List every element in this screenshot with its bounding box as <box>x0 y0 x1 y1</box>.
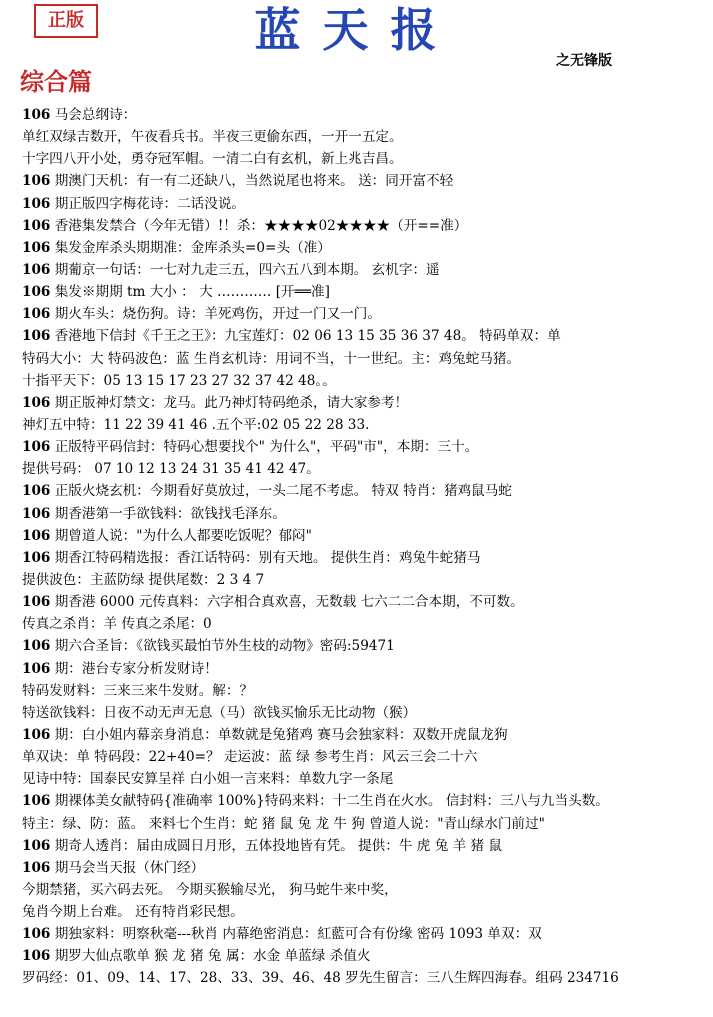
text-line: 特送欲钱料：日夜不动无声无息（马）欲钱买愉乐无比动物（猴） <box>22 704 417 721</box>
text-line: 十字四八开小处，勇夺冠军帽。一清二白有玄机，新上兆吉昌。 <box>22 151 403 168</box>
text-line: 提供波色：主蓝防绿 提供尾数：2 3 4 7 <box>22 571 265 588</box>
text-line: 106 香港地下信封《千王之王》：九宝莲灯：02 06 13 15 35 36 37 48。 特码单双：单 <box>22 328 561 345</box>
text-line: 特码发财料：三来三来牛发财。解：？ <box>22 682 254 699</box>
page-title: 蓝天报 <box>254 3 459 57</box>
text-line: 106 香港集发禁合（今年无错）!！杀：★★★★02★★★★（开==准） <box>22 217 468 234</box>
text-line: 见诗中特：国泰民安算呈祥 白小姐一言来料：单数九字一条尾 <box>22 771 394 788</box>
text-line: 106 期：港台专家分析发财诗！ <box>22 660 218 677</box>
article-body <box>22 104 712 990</box>
text-line: 106 期：白小姐内幕亲身消息：单数就是兔猪鸡 赛马会独家料：双数开虎鼠龙狗 <box>22 726 508 743</box>
text-line: 十指平天下：05 13 15 17 23 27 32 37 42 48。。 <box>22 372 336 389</box>
edition-label: 之无锋版 <box>556 53 612 69</box>
text-line: 神灯五中特：11 22 39 41 46 .五个平:02 05 22 28 33. <box>22 416 370 433</box>
text-line: 106 正版特平码信封：特码心想要找个" 为什么"，平码"市"，本期：三十。 <box>22 439 479 456</box>
text-line: 106 集发金库杀头期期准：金库杀头=0=头（准） <box>22 239 331 256</box>
text-line: 传真之杀肖：羊 传真之杀尾：0 <box>22 616 212 633</box>
text-line: 罗码经：01、09、14、17、28、33、39、46、48 罗先生留言：三八生辉四海春。组码 234716 <box>22 970 619 987</box>
text-line: 106 集发※期期 tm 大小 ： 大 ………… [开══准] <box>22 284 330 301</box>
text-line: 106 期葡京一句话：一七对九走三五，四六五八到本期。 玄机字：遥 <box>22 261 440 278</box>
text-line: 106 期火车头：烧伤狗。诗：羊死鸡伤，开过一门又一门。 <box>22 306 381 323</box>
section-heading: 综合篇 <box>20 68 92 96</box>
text-line: 特主：绿、防：蓝。 来料七个生肖：蛇 猪 鼠 兔 龙 牛 狗 曾道人说："青山绿水门前过" <box>22 815 545 832</box>
text-line: 106 期正版神灯禁文：龙马。此乃神灯特码绝杀，请大家参考！ <box>22 394 409 411</box>
text-line: 106 期罗大仙点歌单 猴 龙 猪 兔 属：水金 单蓝绿 杀值火 <box>22 948 371 965</box>
text-line: 106 期奇人透肖：届由成圆日月形，五体投地皆有凭。 提供：牛 虎 兔 羊 猪 鼠 <box>22 837 503 854</box>
text-line: 今期禁猪，买六码去死。 今期买猴输尽光， 狗马蛇牛来中奖， <box>22 881 398 898</box>
authentic-badge: 正版 <box>34 4 98 38</box>
text-line: 106 马会总纲诗： <box>22 107 137 123</box>
text-line: 106 期正版四字梅花诗：二话没说。 <box>22 195 246 212</box>
text-line: 提供号码： 07 10 12 13 24 31 35 41 42 47。 <box>22 461 320 478</box>
text-line: 106 期裸体美女献特码{准确率 100%}特码来料：十二生肖在火水。 信封料：三八与九当头数。 <box>22 793 609 810</box>
text-line: 106 期曾道人说："为什么人都要吃饭呢？郁闷" <box>22 527 312 544</box>
text-line: 106 期六合圣旨：《欲钱买最怕节外生枝的动物》密码:59471 <box>22 638 395 655</box>
text-line: 106 期香港 6000 元传真料：六字相合真欢喜，无数载 七六二二合本期，不可数。 <box>22 594 524 611</box>
text-line: 106 期香港第一手欲钱料：欲钱找毛泽东。 <box>22 505 286 522</box>
text-line: 兔肖今期上台难。 还有特肖彩民想。 <box>22 904 244 921</box>
text-line: 106 正版火烧玄机：今期看好莫放过，一头二尾不考虑。 特双 特肖：猪鸡鼠马蛇 <box>22 483 512 500</box>
text-line: 单双诀：单 特码段：22+40=？ 走运波：蓝 绿 参考生肖：风云三会二十六 <box>22 749 478 766</box>
text-line: 106 期独家料：明察秋毫---秋肖 内幕绝密消息：紅藍可合有份缘 密码 1093 单双：双 <box>22 926 542 943</box>
text-line: 106 期马会当天报（休门经） <box>22 859 205 876</box>
text-line: 106 期香江特码精选报：香江话特码：别有天地。 提供生肖：鸡兔牛蛇猪马 <box>22 549 481 566</box>
text-line: 106 期澳门天机：有一有二还缺八，当然说尾也将来。 送：同开富不轻 <box>22 173 454 190</box>
text-line: 单红双绿吉数开，午夜看兵书。半夜三更偷东西，一开一五定。 <box>22 129 403 146</box>
text-line: 特码大小：大 特码波色：蓝 生肖玄机诗：用词不当，十一世纪。主：鸡兔蛇马猪。 <box>22 350 521 367</box>
